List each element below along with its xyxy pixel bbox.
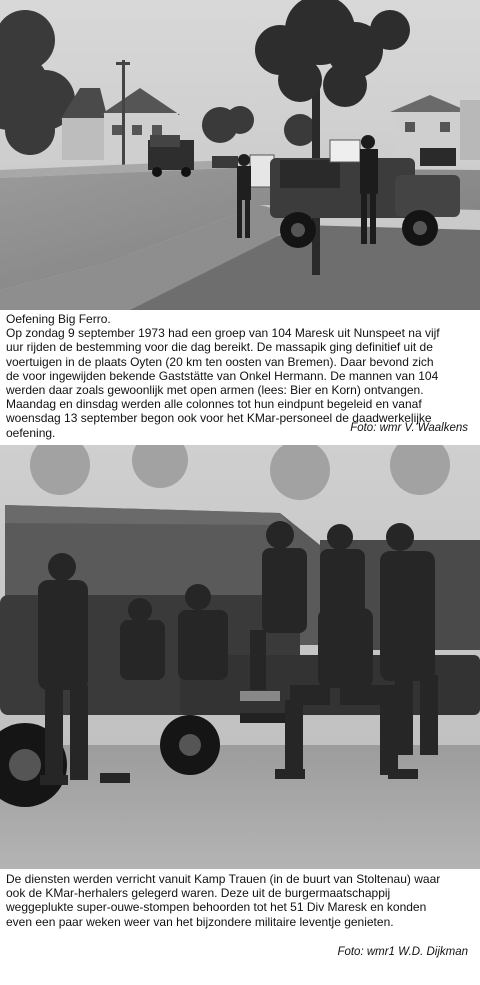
caption-top-line: uur rijden de bestemming voor die dag bereikt. De massapik ging definitief uit de xyxy=(6,340,433,355)
caption-bottom-line: ook de KMar-herhalers gelegerd waren. Deze uit de burgermaatschappij xyxy=(6,886,391,901)
caption-top-line: werden daar zoals gewoonlijk met open armen (lees: Bier en Korn) ontvangen. xyxy=(6,383,424,398)
soldiers-group-photo xyxy=(0,445,480,869)
photo-credit-bottom: Foto: wmr1 W.D. Dijkman xyxy=(337,945,468,958)
caption-top-line: voertuigen in de plaats Oyten (20 km ten oosten van Bremen). Daar bevond zich xyxy=(6,354,434,369)
photo-credit-top: Foto: wmr V. Waalkens xyxy=(350,421,468,434)
caption-bottom-line: De diensten werden verricht vanuit Kamp Trauen (in de buurt van Stoltenau) waar xyxy=(6,872,441,886)
caption-bottom xyxy=(0,869,480,963)
caption-top-line: oefening. xyxy=(6,425,56,440)
caption-top-line: de voor ingewijden bekende Gaststätte van Onkel Hermann. De mannen van 104 xyxy=(6,368,439,383)
caption-top xyxy=(0,310,480,445)
caption-bottom-line: weggeplukte super-ouwe-stompen behoorden tot het 51 Div Maresk en konden xyxy=(6,900,427,915)
street-scene-photo xyxy=(0,0,480,310)
caption-top-line: Oefening Big Ferro. xyxy=(6,312,111,326)
caption-top-line: Maandag en dinsdag werden alle colonnes tot hun eindpunt begeleid en vanaf xyxy=(6,397,422,412)
caption-top-line: Op zondag 9 september 1973 had een groep van 104 Maresk uit Nunspeet na vijf xyxy=(6,326,440,341)
caption-bottom-line: even een paar weken weer van het bijzondere militaire leventje genieten. xyxy=(6,914,394,929)
caption-top-line: woensdag 13 september begon ook voor het KMar-personeel de daadwerkelijke xyxy=(6,411,432,426)
